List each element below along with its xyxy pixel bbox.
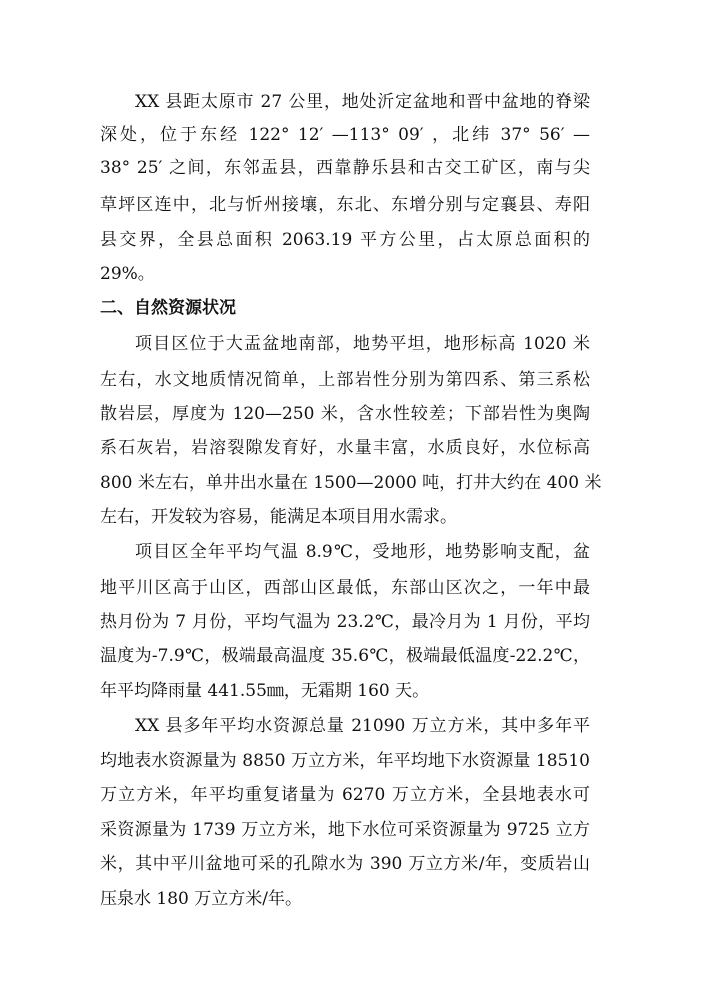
text-line: 年平均降雨量 441.55㎜，无霜期 160 天。 xyxy=(100,681,430,701)
text-line: 29%。 xyxy=(100,264,155,284)
text-line: XX 县多年平均水资源总量 21090 万立方米，其中多年平 xyxy=(135,716,590,736)
text-line: 系石灰岩，岩溶裂隙发育好，水量丰富，水质良好，水位标高 xyxy=(100,438,590,458)
text-line: 800 米左右，单井出水量在 1500—2000 吨，打井大约在 400 米 xyxy=(100,473,602,493)
text-line: 热月份为 7 月份，平均气温为 23.2℃，最冷月为 1 月份，平均 xyxy=(100,612,590,632)
text-line: XX 县距太原市 27 公里，地处沂定盆地和晋中盆地的脊梁 xyxy=(135,92,590,112)
text-line: 县交界，全县总面积 2063.19 平方公里，占太原总面积的 xyxy=(100,230,590,250)
text-line: 米，其中平川盆地可采的孔隙水为 390 万立方米/年，变质岩山 xyxy=(100,854,590,874)
text-line: 左右，开发较为容易，能满足本项目用水需求。 xyxy=(100,507,457,527)
section-heading: 二、自然资源状况 xyxy=(100,298,236,318)
text-line: 散岩层，厚度为 120—250 米，含水性较差；下部岩性为奥陶 xyxy=(100,404,590,424)
text-line: 38° 25′ 之间，东邻盂县，西靠静乐县和古交工矿区，南与尖 xyxy=(100,158,590,178)
text-line: 草坪区连中，北与忻州接壤，东北、东增分别与定襄县、寿阳 xyxy=(100,195,590,215)
text-line: 压泉水 180 万立方米/年。 xyxy=(100,889,302,909)
text-line: 项目区全年平均气温 8.9℃，受地形，地势影响支配，盆 xyxy=(135,542,590,562)
text-line: 项目区位于大盂盆地南部，地势平坦，地形标高 1020 米 xyxy=(135,334,590,354)
text-line: 温度为-7.9℃，极端最高温度 35.6℃，极端最低温度-22.2℃， xyxy=(100,646,590,666)
text-line: 万立方米，年平均重复诸量为 6270 万立方米，全县地表水可 xyxy=(100,785,590,805)
text-line: 左右，水文地质情况简单，上部岩性分别为第四系、第三系松 xyxy=(100,370,590,390)
text-line: 地平川区高于山区，西部山区最低，东部山区次之，一年中最 xyxy=(100,578,590,598)
text-line: 深处，位于东经 122° 12′ —113° 09′ ，北纬 37° 56′ — xyxy=(100,125,590,145)
text-line: 均地表水资源量为 8850 万立方米，年平均地下水资源量 18510 xyxy=(100,751,590,771)
text-line: 采资源量为 1739 万立方米，地下水位可采资源量为 9725 立方 xyxy=(100,820,590,840)
